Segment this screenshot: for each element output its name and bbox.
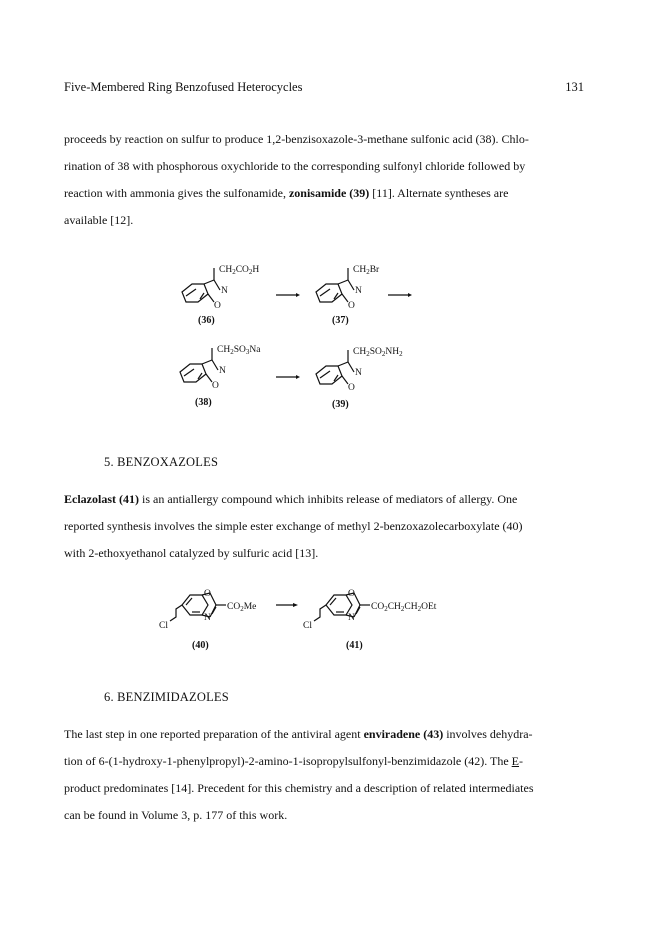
para1-line4: available [12]. <box>64 213 134 227</box>
compound-37 <box>316 265 380 326</box>
benzisoxazole-ring-37 <box>316 268 354 302</box>
atom-n-36: N <box>221 286 228 296</box>
arrowhead-1 <box>296 293 300 297</box>
atom-o-36: O <box>214 301 221 311</box>
chloro-40: Cl <box>159 621 168 631</box>
benzisoxazole-ring-38 <box>180 348 218 382</box>
para2-line2: reported synthesis involves the simple ester exchange of methyl 2-benzoxazolecarboxylate (40) <box>64 519 523 533</box>
atom-o-38: O <box>212 381 219 391</box>
section-heading-benzimidazoles: 6. BENZIMIDAZOLES <box>104 690 229 704</box>
benzisoxazole-ring-36 <box>182 268 220 302</box>
compound-39 <box>316 347 403 410</box>
atom-o-40: O <box>204 589 211 599</box>
para3-line2 <box>64 748 586 775</box>
scheme-benzoxazoles <box>0 585 647 665</box>
substituent-36: $CH_2CO_2H$ <box>219 265 260 276</box>
compound-36 <box>182 265 259 326</box>
atom-o-37: O <box>348 301 355 311</box>
para3-line2-post: - <box>519 754 524 768</box>
substituent-40: $CO_2Me$ <box>227 602 257 613</box>
para3-line1 <box>64 721 586 748</box>
compound-38 <box>180 345 261 408</box>
e-isomer-term: E <box>511 754 520 768</box>
compound-41 <box>303 589 437 651</box>
compound-label-40: (40) <box>192 640 209 651</box>
para3-line3: product predominates [14]. Precedent for this chemistry and a description of related intermediates <box>64 781 534 795</box>
scheme-benzisoxazoles <box>0 250 647 430</box>
enviradene-term: enviradene (43) <box>363 727 444 741</box>
atom-n-41: N <box>348 613 355 623</box>
substituent-41: $CO_2CH_2CH_2OEt$ <box>371 602 437 613</box>
section-heading-benzoxazoles: 5. BENZOXAZOLES <box>104 455 219 469</box>
benzisoxazole-ring-39 <box>316 350 354 384</box>
atom-o-41: O <box>348 589 355 599</box>
para1-line3-pre: reaction with ammonia gives the sulfonamide, <box>64 186 289 200</box>
paragraph-zonisamide <box>64 126 586 234</box>
page-number: 131 <box>565 80 584 94</box>
paragraph-eclazolast <box>64 486 586 567</box>
arrowhead-2 <box>408 293 412 297</box>
atom-n-38: N <box>219 366 226 376</box>
running-title: Five-Membered Ring Benzofused Heterocycles <box>64 80 303 94</box>
chloro-41: Cl <box>303 621 312 631</box>
para1-line2: rination of 38 with phosphorous oxychloride to the corresponding sulfonyl chloride followed by <box>64 159 526 173</box>
para3-line1-post: involves dehydra- <box>443 727 533 741</box>
zonisamide-term: zonisamide (39) <box>288 186 370 200</box>
arrowhead-4 <box>293 603 298 607</box>
substituent-37: $CH_2Br$ <box>353 265 380 276</box>
paragraph-enviradene <box>64 721 586 829</box>
atom-n-40: N <box>204 613 211 623</box>
atom-o-39: O <box>348 383 355 393</box>
eclazolast-term: Eclazolast (41) <box>64 492 139 506</box>
para2-line1-post: is an antiallergy compound which inhibits release of mediators of allergy. One <box>138 492 518 506</box>
para2-line3: with 2-ethoxyethanol catalyzed by sulfuric acid [13]. <box>64 546 319 560</box>
compound-label-36: (36) <box>198 315 215 326</box>
para1-line1: proceeds by reaction on sulfur to produce 1,2-benzisoxazole-3-methane sulfonic acid (38). Chlo- <box>64 132 529 146</box>
para3-line2-pre: tion of 6-(1-hydroxy-1-phenylpropyl)-2-amino-1-isopropylsulfonyl-benzimidazole (42). The <box>64 754 512 768</box>
para1-line3 <box>64 180 586 207</box>
para1-line3-post: [11]. Alternate syntheses are <box>369 186 509 200</box>
arrowhead-3 <box>296 375 300 379</box>
compound-40 <box>159 589 256 651</box>
atom-n-37: N <box>355 286 362 296</box>
para2-line1 <box>64 486 586 513</box>
atom-n-39: N <box>355 368 362 378</box>
substituent-39: $CH_2SO_2NH_2$ <box>353 347 403 358</box>
compound-label-39: (39) <box>332 399 349 410</box>
compound-label-38: (38) <box>195 397 212 408</box>
para3-line1-pre: The last step in one reported preparation of the antiviral agent <box>64 727 364 741</box>
substituent-38: $CH_2SO_3Na$ <box>217 345 261 356</box>
para3-line4: can be found in Volume 3, p. 177 of this work. <box>64 808 288 822</box>
compound-label-41: (41) <box>346 640 363 651</box>
compound-label-37: (37) <box>332 315 349 326</box>
